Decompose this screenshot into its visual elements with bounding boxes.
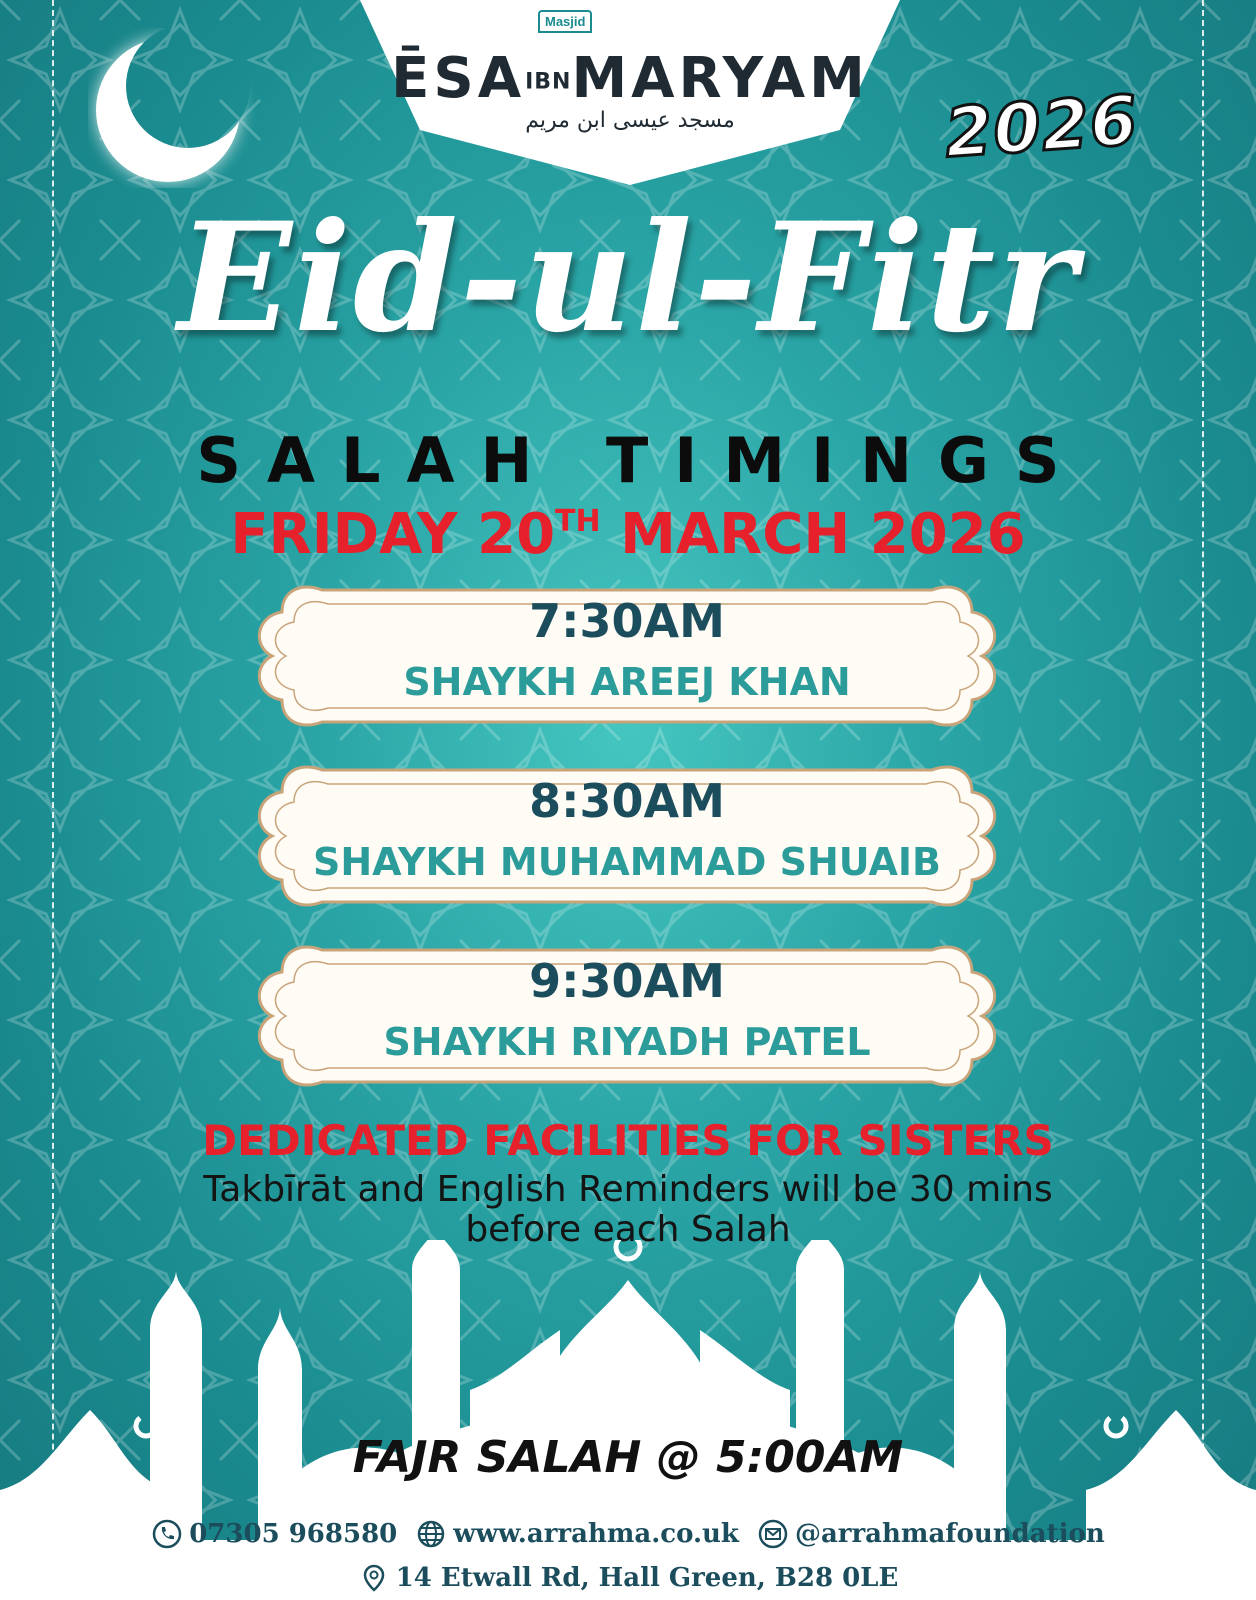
phone-contact[interactable] bbox=[151, 1518, 397, 1550]
logo-name bbox=[360, 46, 900, 111]
date-suffix: TH bbox=[555, 504, 601, 539]
salah-time: 7:30AM bbox=[529, 594, 725, 648]
website-url: www.arrahma.co.uk bbox=[453, 1519, 739, 1549]
logo-name-right: MARYAM bbox=[571, 46, 869, 111]
date-rest: MARCH 2026 bbox=[620, 502, 1026, 567]
eid-title: Eid-ul-Fitr bbox=[177, 190, 1079, 366]
salah-card bbox=[242, 576, 1012, 736]
salah-imam: SHAYKH RIYADH PATEL bbox=[383, 1020, 871, 1064]
salah-timings-heading: SALAH TIMINGS bbox=[196, 424, 1086, 497]
phone-number: 07305 968580 bbox=[189, 1519, 398, 1549]
salah-time: 8:30AM bbox=[529, 774, 725, 828]
logo-name-mid: IBN bbox=[525, 69, 572, 95]
salah-imam: SHAYKH AREEJ KHAN bbox=[403, 660, 851, 704]
email-icon bbox=[757, 1518, 789, 1550]
crescent-moon-icon bbox=[88, 28, 258, 188]
salah-card bbox=[242, 756, 1012, 916]
logo-arabic-name: مسجد عيسى ابن مريم bbox=[525, 108, 735, 133]
fajr-salah-time: FAJR SALAH @ 5:00AM bbox=[352, 1432, 904, 1483]
location-pin-icon bbox=[358, 1562, 390, 1594]
social-handle: @arrahmafoundation bbox=[794, 1519, 1105, 1549]
social-contact[interactable] bbox=[757, 1518, 1105, 1550]
salah-imam: SHAYKH MUHAMMAD SHUAIB bbox=[312, 840, 941, 884]
website-contact[interactable] bbox=[415, 1518, 739, 1550]
salah-time: 9:30AM bbox=[529, 954, 725, 1008]
address-text: 14 Etwall Rd, Hall Green, B28 0LE bbox=[395, 1563, 899, 1593]
logo-name-left: ĒSA bbox=[391, 46, 526, 111]
globe-icon bbox=[415, 1518, 447, 1550]
mosque-logo bbox=[360, 0, 900, 190]
year-badge: 2026 bbox=[942, 81, 1141, 174]
sisters-facilities-notice: DEDICATED FACILITIES FOR SISTERS bbox=[202, 1116, 1054, 1165]
date-day: FRIDAY 20 bbox=[230, 502, 556, 567]
address-row bbox=[0, 1562, 1256, 1594]
salah-card bbox=[242, 936, 1012, 1096]
takbirat-reminder: Takbīrāt and English Reminders will be 30 mins before each Salah bbox=[203, 1169, 1053, 1250]
phone-icon bbox=[151, 1518, 183, 1550]
logo-masjid-label: Masjid bbox=[538, 10, 592, 33]
event-date bbox=[0, 502, 1256, 567]
contact-row bbox=[0, 1518, 1256, 1550]
